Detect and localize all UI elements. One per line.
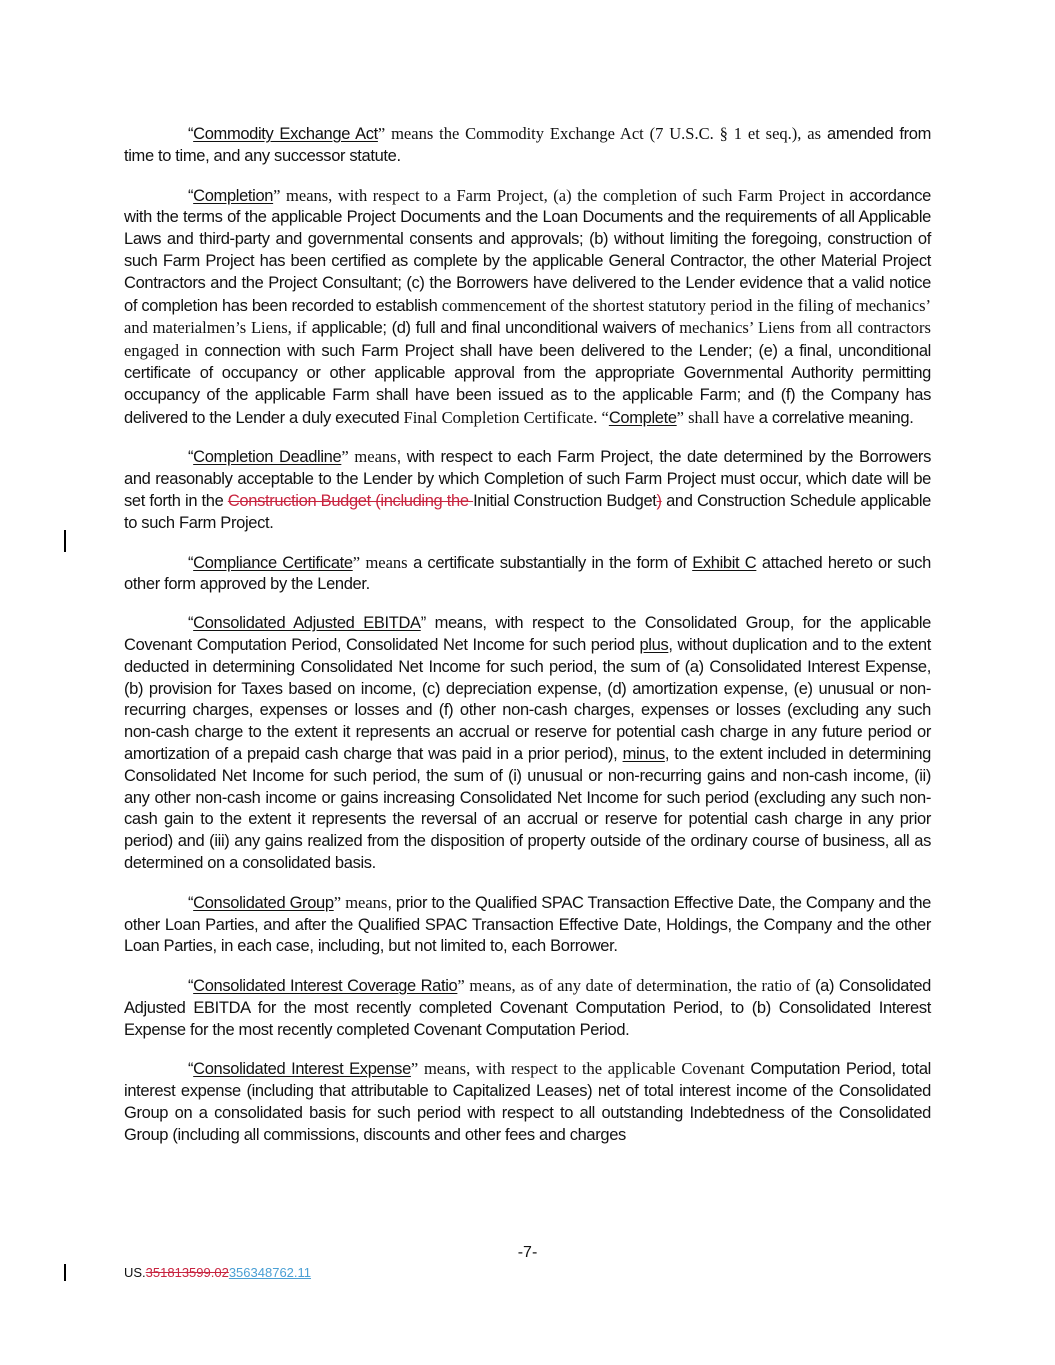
defined-term: Consolidated Adjusted EBITDA <box>193 614 421 633</box>
inserted-doc-id: 356348762.11 <box>228 1265 312 1280</box>
definition-consolidated-interest-coverage-ratio: “Consolidated Interest Coverage Ratio” means, as of any date of determination, the ratio of (a) Consolidated Adjusted EBITDA for the most recently completed Covenant Computation Period, to (b) Consolidated Interest Expense for the most recently completed Covenant Computation Period. <box>124 976 931 1039</box>
definition-compliance-certificate: “Compliance Certificate” means a certificate substantially in the form of Exhibit C attached hereto or such other form approved by the Lender. <box>124 552 931 594</box>
defined-term: Consolidated Group <box>193 893 334 912</box>
definition-completion-deadline: “Completion Deadline” means, with respect to each Farm Project, the date determined by the Borrowers and reasonably acceptable to the Lender by which Completion of such Farm Project must occur, which date will be set forth in the Construction Budget (including the Initial Construction Budget) and Construction Schedule applicable to such Farm Project. <box>124 447 931 532</box>
defined-term: Commodity Exchange Act <box>193 125 378 143</box>
document-page <box>124 123 931 1164</box>
defined-term: Compliance Certificate <box>193 553 353 572</box>
definition-consolidated-adjusted-ebitda: “Consolidated Adjusted EBITDA” means, with respect to the Consolidated Group, for the applicable Covenant Computation Period, Consolidated Net Income for such period plus, without duplication and to the extent deducted in determining Consolidated Net Income for such period, the sum of (a) Consolidated Interest Expense, (b) provision for Taxes based on income, (c) depreciation expense, (d) amortization expense, (e) unusual or non-recurring charges, expenses or losses and (f) other non-cash charges, expenses or losses (excluding any such non-cash charge to the extent it represents an accrual or reserve for potential cash charge in any future period or amortization of a prepaid cash charge that was paid in a prior period), minus, to the extent included in determining Consolidated Net Income for such period, the sum of (i) unusual or non-recurring gains and non-cash income, (ii) any other non-cash income or gains increasing Consolidated Net Income for such period (excluding any such non-cash gain to the extent it represents the reversal of an accrual or reserve for potential cash charge in any prior period) and (iii) any gains realized from the disposition of property outside of the ordinary course of business, all as determined on a consolidated basis. <box>124 614 931 872</box>
definition-consolidated-interest-expense: “Consolidated Interest Expense” means, with respect to the applicable Covenant Computation Period, total interest expense (including that attributable to Capitalized Leases) net of total interest income of the Consolidated Group on a consolidated basis for such period with respect to all outstanding Indebtedness of the Consolidated Group (including all commissions, discounts and other fees and charges <box>124 1059 931 1144</box>
emphasis-minus: minus <box>622 744 665 763</box>
defined-term: Consolidated Interest Expense <box>193 1060 411 1079</box>
definition-commodity-exchange-act: “Commodity Exchange Act” means the Commodity Exchange Act (7 U.S.C. § 1 et seq.), as amended from time to time, and any successor statute. <box>124 124 931 165</box>
change-bar <box>64 1264 66 1281</box>
definition-completion: “Completion” means, with respect to a Farm Project, (a) the completion of such Farm Project in accordance with the terms of the applicable Project Documents and the Loan Documents and the requirements of all Applicable Laws and third-party and governmental consents and approvals; (b) without limiting the foregoing, construction of such Farm Project has been certified as complete by the applicable General Contractor, the other Material Project Contractors and the Project Consultant; (c) the Borrowers have delivered to the Lender evidence that a valid notice of completion has been recorded to establish commencement of the shortest statutory period in the filing of mechanics’ and materialmen’s Liens, if applicable; (d) full and final unconditional waivers of mechanics’ Liens from all contractors engaged in connection with such Farm Project shall have been delivered to the Lender; (e) a final, unconditional certificate of occupancy or other applicable approval from the appropriate Governmental Authority permitting occupancy of the applicable Farm shall have been issued as to the applicable Farm; and (f) the Company has delivered to the Lender a duly executed Final Completion Certificate. “Complete” shall have a correlative meaning. <box>124 185 931 427</box>
definition-consolidated-group: “Consolidated Group” means, prior to the Qualified SPAC Transaction Effective Date, the Company and the other Loan Parties, and after the Qualified SPAC Transaction Effective Date, Holdings, the Company and the other Loan Parties, in each case, including, but not limited to, each Borrower. <box>124 892 931 956</box>
defined-term: Completion <box>193 186 274 205</box>
change-bar <box>64 530 66 552</box>
document-id: US.351813599.02356348762.11 <box>124 1265 312 1280</box>
deleted-text: Construction Budget (including the <box>227 491 474 510</box>
defined-term: Completion Deadline <box>193 448 342 467</box>
deleted-doc-id: 351813599.02 <box>145 1265 229 1280</box>
exhibit-reference: Exhibit C <box>692 553 757 572</box>
emphasis-plus: plus <box>639 635 669 654</box>
defined-term: Complete <box>608 408 677 427</box>
page-number: -7- <box>517 1244 538 1261</box>
defined-term: Consolidated Interest Coverage Ratio <box>193 977 458 996</box>
deleted-text: ) <box>656 491 662 510</box>
